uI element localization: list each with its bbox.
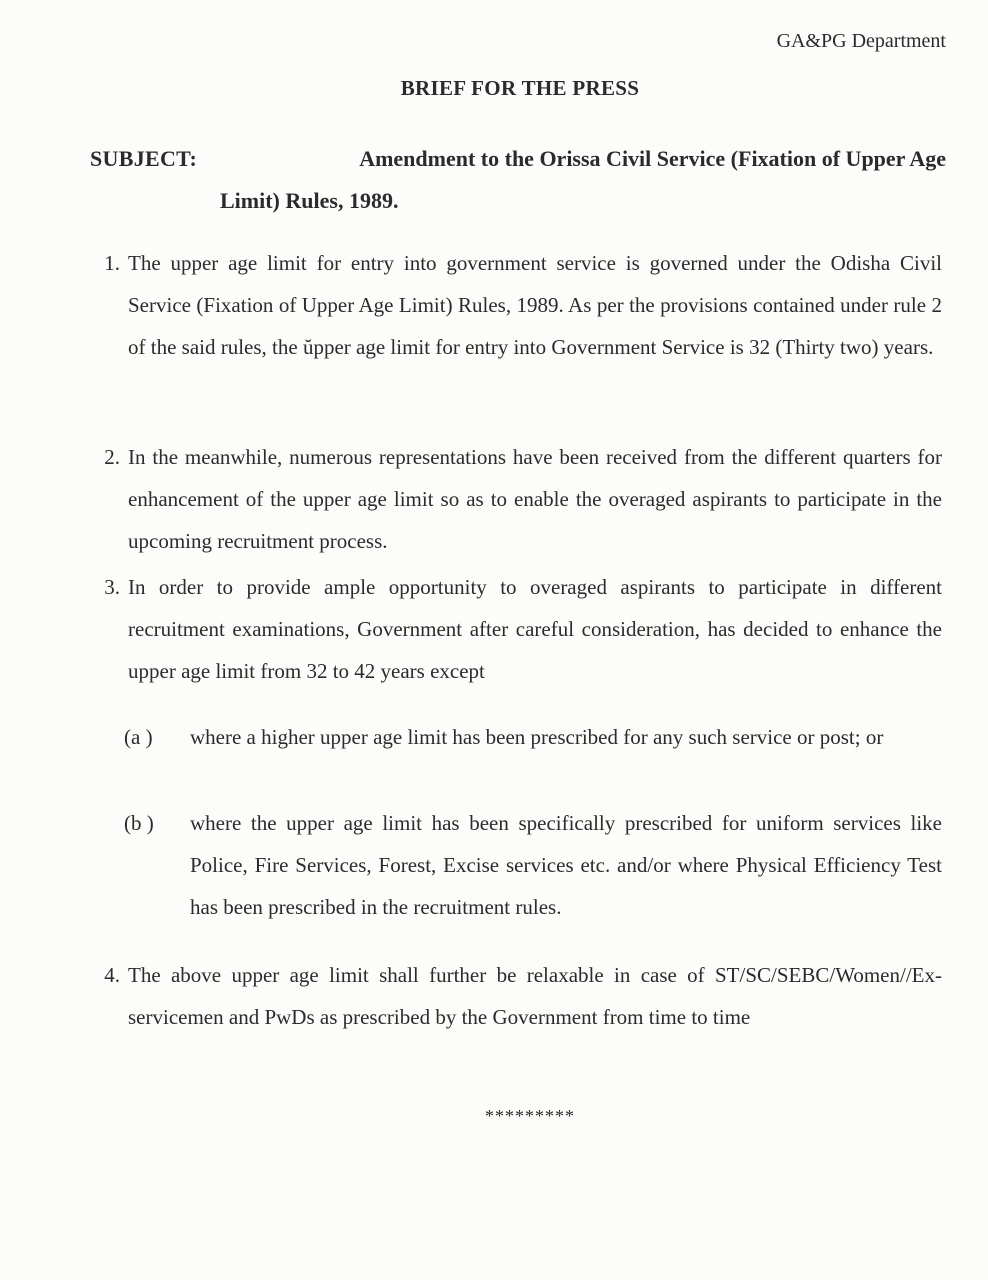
document-title: BRIEF FOR THE PRESS xyxy=(400,76,640,100)
paragraph-number: 2. xyxy=(104,445,120,469)
paragraph-number: 1. xyxy=(104,251,120,275)
subject-label: SUBJECT: xyxy=(90,146,198,171)
department-name: GA&PG Department xyxy=(776,30,946,52)
end-marker: ********* xyxy=(485,1106,575,1126)
paragraph-1 xyxy=(80,242,942,368)
paragraph-text: In the meanwhile, numerous representations have been received from the different quarters for enhancement of the upper age limit so as to enable the overaged aspirants to participate in the upcoming recruitment process. xyxy=(128,445,942,553)
subject-text-line1: Amendment to the Orissa Civil Service (Fixation of Upper Age xyxy=(359,146,946,171)
sub-item-text: where a higher upper age limit has been prescribed for any such service or post; or xyxy=(190,725,884,749)
sub-item-label: (a ) xyxy=(124,725,153,749)
sub-item-text: where the upper age limit has been specifically prescribed for uniform services like Police, Fire Services, Forest, Excise services etc. and/or where Physical Efficiency Test has been prescribed in the recruitment rules. xyxy=(190,811,942,919)
paragraph-2 xyxy=(80,436,942,562)
paragraph-text: The above upper age limit shall further be relaxable in case of ST/SC/SEBC/Women//Ex-servicemen and PwDs as prescribed by the Government from time to time xyxy=(128,963,942,1029)
paragraph-text: The upper age limit for entry into government service is governed under the Odisha Civil Service (Fixation of Upper Age Limit) Rules, 1989. As per the provisions contained under rule 2 of the said rules, the ŭpper age limit for entry into Government Service is 32 (Thirty two) years. xyxy=(128,251,942,359)
sub-item-label: (b ) xyxy=(124,811,154,835)
sub-item-a xyxy=(124,716,942,758)
sub-item-b xyxy=(124,802,942,928)
paragraph-3 xyxy=(80,566,942,692)
paragraph-number: 4. xyxy=(104,963,120,987)
paragraph-4 xyxy=(80,954,942,1038)
subject-block xyxy=(90,138,946,222)
paragraph-text: In order to provide ample opportunity to overaged aspirants to participate in different recruitment examinations, Government after careful consideration, has decided to enhance the upper age limit from 32 to 42 years except xyxy=(128,575,942,683)
paragraph-number: 3. xyxy=(104,575,120,599)
subject-text-line2: Limit) Rules, 1989. xyxy=(220,188,399,213)
